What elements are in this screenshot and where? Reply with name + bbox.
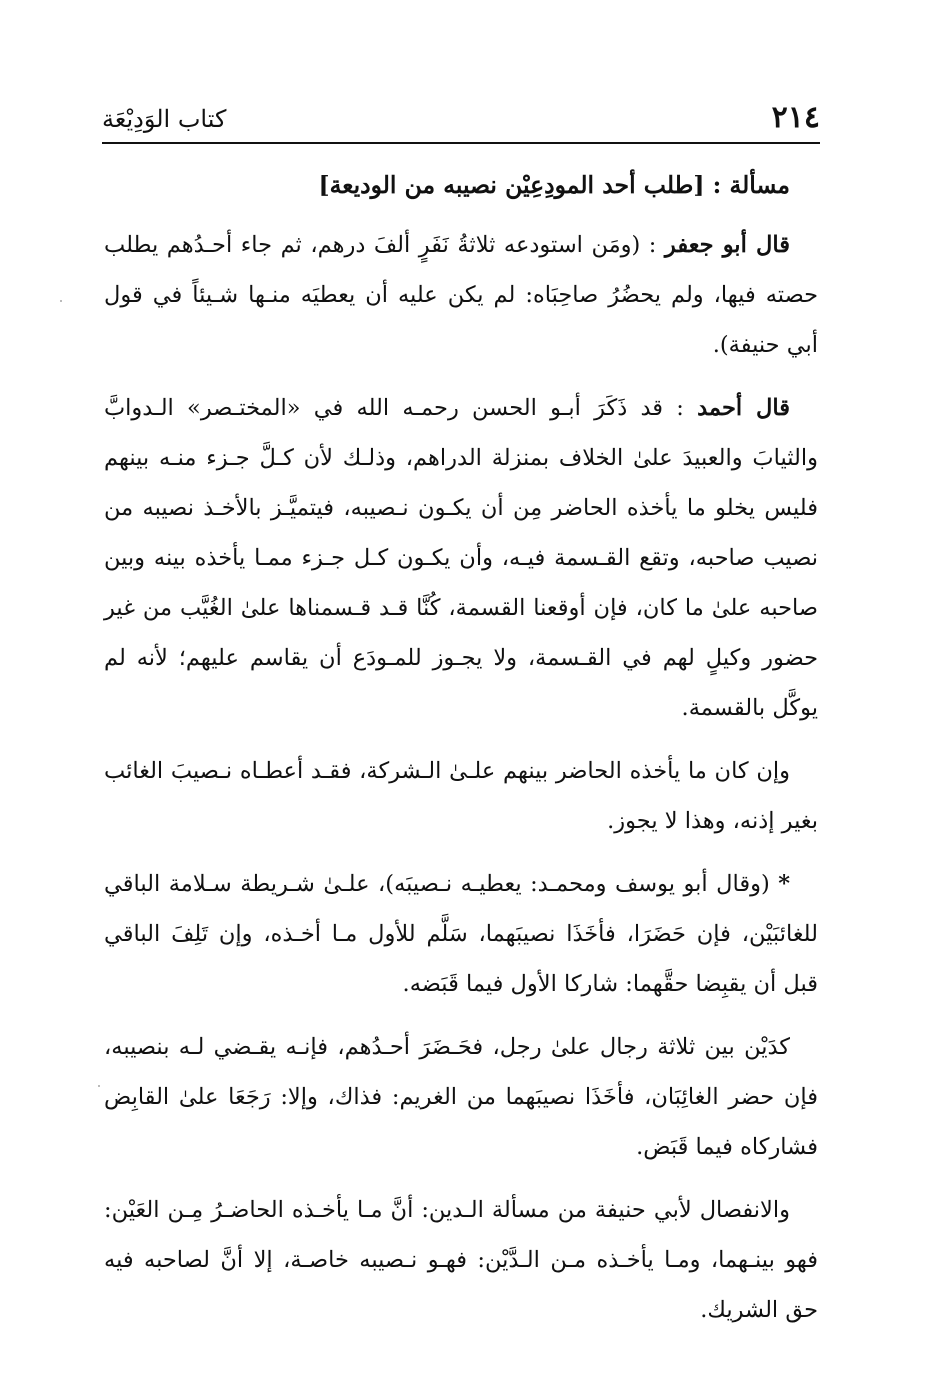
paragraph-ahmad [104,383,818,733]
header-rule [102,142,820,144]
section-title: [طلب أحد المودِعِيْن نصيبه من الوديعة] [318,171,705,199]
paragraph-separation [104,1185,818,1335]
running-title: كتاب الوَدِيْعَة [102,105,227,133]
paragraph-abu-yusuf [104,859,818,1009]
section-label: مسألة : [712,171,790,199]
paragraph-text: (وقال أبو يوسف ومحمـد: يعطيـه نـصيبَه)، علـىٰ شـريطة سـلامة الباقي للغائبَيْن، فإن حَضَرَا، فأخَذَا نصيبَهما، سَلَّم للأول مـا أخـذه، وإن تَلِفَ الباقي قبل أن يقبِضا حقَّهما: شاركا الأول فيما قَبَضه. [104,871,818,997]
paragraph-text: والانفصال لأبي حنيفة من مسألة الـدين: أنَّ مـا يأخـذه الحاضـرُ مِـن العَيْن: فهو بينـهما، ومـا يأخـذه مـن الـدَّيْن: فهـو نـصيبه خاصـة، إلا أنَّ لصاحبه فيه حق الشريك. [104,1197,818,1323]
paragraph-text: وإن كان ما يأخذه الحاضر بينهم علـىٰ الـشركة، فقـد أعطـاه نـصيبَ الغائب بغير إذنه، وهذا لا يجوز. [104,758,818,834]
page-body [104,160,818,1348]
scan-speck [98,1085,100,1087]
paragraph-text: كدَيْن بين ثلاثة رجال علىٰ رجل، فحَـضَرَ أحـدُهم، فإنـه يقـضي لـه بنصيبه، فإن حضر الغائِبَان، فأخَذَا نصيبَهما من الغريم: فذاك، وإلا: رَجَعَا علىٰ القابِض فشاركاه فيما قَبَض. [104,1034,818,1160]
paragraph-partnership [104,746,818,846]
speaker-label: قال أبو جعفر [664,232,790,258]
paragraph-debt [104,1022,818,1172]
paragraph-text: : قد ذَكَرَ أبـو الحسن رحمـه الله في «المختـصر» الـدوابَّ والثيابَ والعبيدَ علىٰ الخلاف بمنزلة الدراهم، وذلـك لأن كـلَّ جـزء منـه بينهم فليس يخلو ما يأخذه الحاضر مِن أن يكـون نـصيبه، فيتميَّـز بالأخـذ نصيبه من نصيب صاحبه، وتقع القـسمة فيـه، وأن يكـون كـل جـزء ممـا يأخذه بينه وبين صاحبه علىٰ ما كان، فإن أوقعنا القسمة، كُنَّا قـد قـسمناها علىٰ الغُيَّب من غير حضور وكيلٍ لهم في القـسمة، ولا يجـوز للمـودَع أن يقاسم عليهم؛ لأنه لم يوكَّل بالقسمة. [104,395,818,721]
paragraph-abu-jafar [104,220,818,370]
page-number: ٢١٤ [771,100,820,135]
section-heading [104,160,818,210]
speaker-label: قال أحمد [697,395,790,421]
scan-speck [60,300,62,302]
page-header [102,98,820,138]
paragraph-text: : (ومَن استودعه ثلاثةُ نَفَرٍ ألفَ درهم، ثم جاء أحـدُهم يطلب حصته فيها، ولم يحضُرُ صاحِبَاه: لم يكن عليه أن يعطيَه منـها شـيئاً في قول أبي حنيفة). [104,232,818,358]
asterisk-icon: * [778,871,790,897]
